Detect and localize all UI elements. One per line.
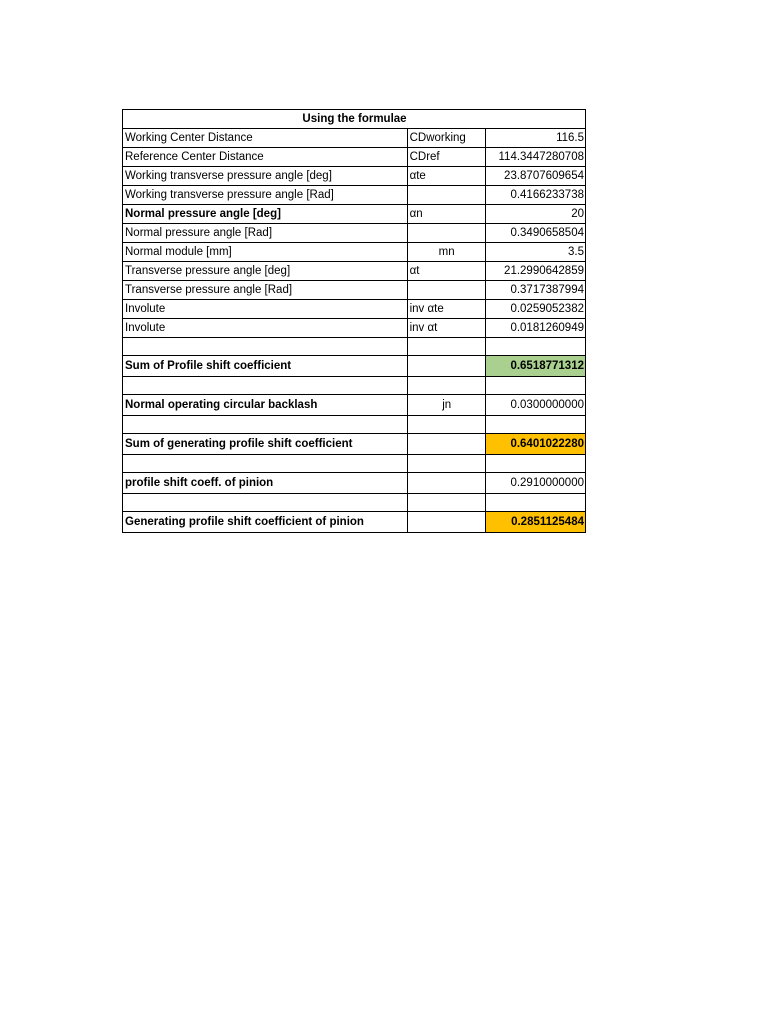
row-value[interactable]: 23.8707609654 [485,167,585,186]
table-row [123,319,586,338]
row-label[interactable]: Normal module [mm] [123,243,408,262]
empty-cell[interactable] [123,416,408,434]
empty-cell[interactable] [123,455,408,473]
result-symbol[interactable] [407,434,485,455]
result-row-sum-generating [123,434,586,455]
result-label[interactable]: profile shift coeff. of pinion [123,473,408,494]
result-label[interactable]: Generating profile shift coefficient of pinion [123,512,408,533]
row-symbol[interactable]: inv αt [407,319,485,338]
row-label[interactable]: Transverse pressure angle [deg] [123,262,408,281]
result-value[interactable]: 0.2910000000 [485,473,585,494]
result-symbol[interactable] [407,356,485,377]
empty-cell[interactable] [123,377,408,395]
row-symbol[interactable] [407,186,485,205]
row-value[interactable]: 0.4166233738 [485,186,585,205]
empty-row [123,455,586,473]
result-row-sum-profile-shift [123,356,586,377]
result-symbol[interactable] [407,473,485,494]
empty-row [123,494,586,512]
row-value[interactable]: 114.3447280708 [485,148,585,167]
result-row-generating-pinion [123,512,586,533]
table-row [123,300,586,319]
row-value[interactable]: 0.0259052382 [485,300,585,319]
row-label[interactable]: Involute [123,300,408,319]
empty-cell[interactable] [485,377,585,395]
empty-cell[interactable] [407,494,485,512]
result-label[interactable]: Sum of generating profile shift coefficient [123,434,408,455]
row-value[interactable]: 20 [485,205,585,224]
result-label[interactable]: Normal operating circular backlash [123,395,408,416]
row-value[interactable]: 21.2990642859 [485,262,585,281]
empty-cell[interactable] [485,455,585,473]
empty-cell[interactable] [407,455,485,473]
row-value[interactable]: 0.0181260949 [485,319,585,338]
row-label[interactable]: Reference Center Distance [123,148,408,167]
empty-row [123,377,586,395]
empty-cell[interactable] [485,338,585,356]
table-row [123,243,586,262]
row-label[interactable]: Involute [123,319,408,338]
row-symbol[interactable]: mn [407,243,485,262]
result-symbol[interactable] [407,512,485,533]
table-title-row [123,110,586,129]
empty-cell[interactable] [407,377,485,395]
row-value[interactable]: 116.5 [485,129,585,148]
table-row [123,167,586,186]
table-title[interactable]: Using the formulae [123,110,586,129]
row-label[interactable]: Working transverse pressure angle [deg] [123,167,408,186]
empty-row [123,338,586,356]
table-row [123,262,586,281]
table-row [123,129,586,148]
row-symbol[interactable] [407,224,485,243]
row-label[interactable]: Transverse pressure angle [Rad] [123,281,408,300]
result-row-pinion-shift [123,473,586,494]
empty-cell[interactable] [485,494,585,512]
empty-cell[interactable] [123,338,408,356]
result-row-backlash [123,395,586,416]
table-row [123,205,586,224]
empty-cell[interactable] [407,416,485,434]
empty-cell[interactable] [485,416,585,434]
empty-cell[interactable] [407,338,485,356]
empty-row [123,416,586,434]
result-value[interactable]: 0.0300000000 [485,395,585,416]
table-row [123,281,586,300]
row-label[interactable]: Normal pressure angle [deg] [123,205,408,224]
table-row [123,186,586,205]
row-value[interactable]: 3.5 [485,243,585,262]
row-label[interactable]: Working Center Distance [123,129,408,148]
row-symbol[interactable]: αn [407,205,485,224]
row-value[interactable]: 0.3490658504 [485,224,585,243]
result-label[interactable]: Sum of Profile shift coefficient [123,356,408,377]
result-value-highlighted[interactable]: 0.6401022280 [485,434,585,455]
row-symbol[interactable] [407,281,485,300]
row-value[interactable]: 0.3717387994 [485,281,585,300]
formulae-table [122,109,586,533]
result-value-highlighted[interactable]: 0.6518771312 [485,356,585,377]
row-symbol[interactable]: αt [407,262,485,281]
result-symbol[interactable]: jn [407,395,485,416]
empty-cell[interactable] [123,494,408,512]
table-row [123,148,586,167]
row-symbol[interactable]: CDref [407,148,485,167]
row-symbol[interactable]: inv αte [407,300,485,319]
result-value-highlighted[interactable]: 0.2851125484 [485,512,585,533]
row-symbol[interactable]: CDworking [407,129,485,148]
table-row [123,224,586,243]
row-symbol[interactable]: αte [407,167,485,186]
row-label[interactable]: Working transverse pressure angle [Rad] [123,186,408,205]
row-label[interactable]: Normal pressure angle [Rad] [123,224,408,243]
